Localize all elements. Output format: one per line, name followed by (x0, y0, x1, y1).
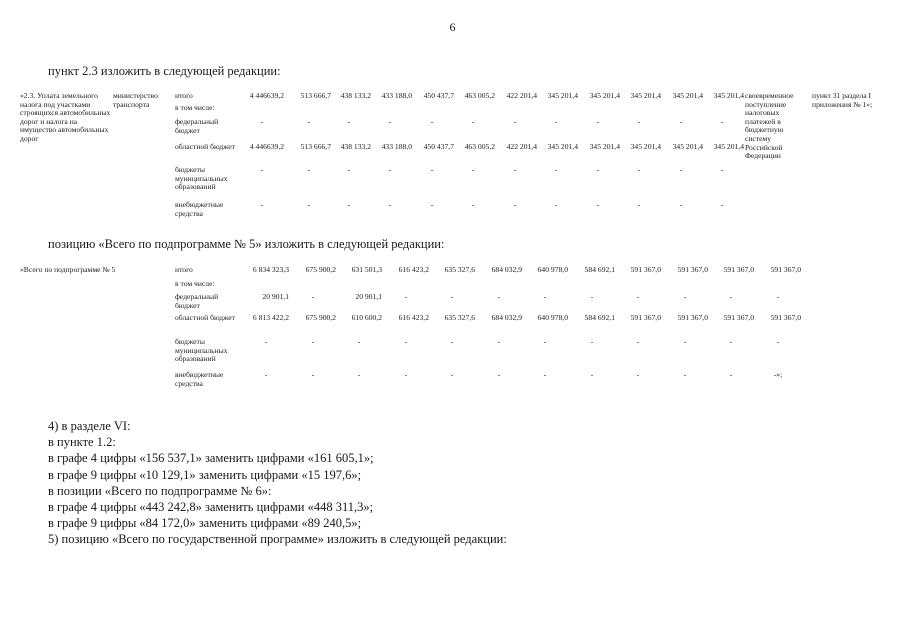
value-cell: 463 005,2 (464, 142, 495, 151)
value-cell: - (404, 370, 408, 379)
value-cell: - (683, 337, 687, 346)
value-cell: 591 367,0 (677, 265, 708, 274)
row-label: внебюджетные средства (175, 200, 224, 218)
value-cell: - (347, 117, 351, 126)
line: 5) позицию «Всего по государственной программе» изложить в следующей редакции: (48, 532, 507, 547)
value-cell: - (590, 370, 594, 379)
value-cell: - (720, 117, 724, 126)
value-cell: 345 201,4 (589, 142, 620, 151)
value-cell: 675 900,2 (305, 313, 336, 322)
line: в графе 9 цифры «84 172,0» заменить цифрами «89 240,5»; (48, 516, 362, 531)
value-cell: - (430, 200, 434, 209)
value-cell: 345 201,4 (547, 91, 578, 100)
value-cell: - (260, 117, 264, 126)
value-cell: 591 367,0 (677, 313, 708, 322)
value-cell: 450 437,7 (423, 142, 454, 151)
value-cell: - (596, 165, 600, 174)
value-cell: - (311, 370, 315, 379)
value-cell: - (430, 117, 434, 126)
value-cell: 6 834 323,3 (252, 265, 289, 274)
value-cell: 684 032,9 (491, 313, 522, 322)
value-cell: 4 446639,2 (249, 142, 284, 151)
value-cell: 345 201,4 (630, 91, 661, 100)
value-cell: 345 201,4 (713, 91, 744, 100)
value-cell: 422 201,4 (506, 91, 537, 100)
value-cell: 616 423,2 (398, 313, 429, 322)
value-cell: - (679, 165, 683, 174)
value-cell: - (636, 337, 640, 346)
value-cell: - (450, 292, 454, 301)
executor-cell: министерство транспорта (113, 91, 158, 109)
value-cell: - (590, 292, 594, 301)
value-cell: - (497, 292, 501, 301)
line: в пункте 1.2: (48, 435, 116, 450)
value-cell: - (729, 370, 733, 379)
value-cell: - (683, 370, 687, 379)
value-cell: - (679, 200, 683, 209)
value-cell: - (497, 370, 501, 379)
value-cell: - (260, 165, 264, 174)
value-cell: 584 692,1 (584, 265, 615, 274)
value-cell: - (543, 370, 547, 379)
row-label: внебюджетные средства (175, 370, 224, 388)
value-cell: - (307, 117, 311, 126)
value-cell: - (636, 292, 640, 301)
row-label: федеральный бюджет (175, 117, 219, 135)
value-cell: 345 201,4 (713, 142, 744, 151)
value-cell: 433 188,0 (381, 142, 412, 151)
value-cell: 684 032,9 (491, 265, 522, 274)
value-cell: - (513, 200, 517, 209)
value-cell: - (264, 337, 268, 346)
value-cell: - (596, 117, 600, 126)
value-cell: 4 446639,2 (249, 91, 284, 100)
value-cell: - (311, 292, 315, 301)
line: в графе 4 цифры «156 537,1» заменить цифрами «161 605,1»; (48, 451, 374, 466)
value-cell: 513 666,7 (300, 91, 331, 100)
value-cell: - (720, 200, 724, 209)
value-cell: - (683, 292, 687, 301)
value-cell: 610 600,2 (351, 313, 382, 322)
value-cell: - (720, 165, 724, 174)
value-cell: 438 133,2 (340, 142, 371, 151)
value-cell: - (260, 200, 264, 209)
value-cell: - (347, 200, 351, 209)
value-cell: - (471, 200, 475, 209)
value-cell: 591 367,0 (630, 313, 661, 322)
value-cell: 640 978,0 (537, 313, 568, 322)
value-cell: - (471, 165, 475, 174)
result-cell: своевременное поступление налоговых платежей в бюджетную систему Российской Федерации (745, 91, 794, 161)
line: в позиции «Всего по подпрограмме № 6»: (48, 483, 272, 498)
subprogram-name-cell: «Всего по подпрограмме № 5 (20, 265, 116, 274)
row-label: в том числе: (175, 279, 215, 288)
value-cell: 591 367,0 (770, 313, 801, 322)
value-cell: - (554, 117, 558, 126)
value-cell: - (471, 117, 475, 126)
value-cell: - (307, 165, 311, 174)
value-cell: 635 327,6 (444, 265, 475, 274)
value-cell: - (554, 200, 558, 209)
value-cell: - (590, 337, 594, 346)
value-cell: - (637, 165, 641, 174)
heading-item-2-3: пункт 2.3 изложить в следующей редакции: (48, 64, 281, 78)
value-cell: 584 692,1 (584, 313, 615, 322)
value-cell: - (776, 292, 780, 301)
row-label: итого (175, 91, 193, 100)
value-cell: - (637, 200, 641, 209)
value-cell: 640 978,0 (537, 265, 568, 274)
value-cell: 438 133,2 (340, 91, 371, 100)
value-cell: 616 423,2 (398, 265, 429, 274)
value-cell: - (637, 117, 641, 126)
value-cell: - (636, 370, 640, 379)
row-label: областной бюджет (175, 142, 235, 151)
value-cell: - (311, 337, 315, 346)
value-cell: - (679, 117, 683, 126)
value-cell: 433 188,0 (381, 91, 412, 100)
row-label: областной бюджет (175, 313, 235, 322)
value-cell: - (357, 370, 361, 379)
value-cell: - (729, 292, 733, 301)
value-cell: - (450, 337, 454, 346)
row-label: в том числе: (175, 103, 215, 112)
value-cell: - (388, 200, 392, 209)
heading-subprogram-5: позицию «Всего по подпрограмме № 5» изложить в следующей редакции: (48, 237, 445, 251)
value-cell: 463 005,2 (464, 91, 495, 100)
value-cell: 450 437,7 (423, 91, 454, 100)
row-label: бюджеты муниципальных образований (175, 165, 228, 192)
value-cell: 591 367,0 (630, 265, 661, 274)
row-label: итого (175, 265, 193, 274)
value-cell: 20 901,1 (355, 292, 382, 301)
activity-cell: «2.3. Уплата земельного налога под участками строящихся автомобильных дорог и налога на имущество автомобильных дорог (20, 91, 111, 143)
reference-cell: пункт 31 раздела I приложения № 1»; (812, 91, 873, 109)
value-cell: 345 201,4 (630, 142, 661, 151)
value-cell: - (513, 165, 517, 174)
value-cell: - (388, 165, 392, 174)
value-cell: 345 201,4 (589, 91, 620, 100)
value-cell: - (307, 200, 311, 209)
value-cell: 6 813 422,2 (252, 313, 289, 322)
value-cell: 591 367,0 (723, 313, 754, 322)
value-cell: - (729, 337, 733, 346)
value-cell: - (543, 337, 547, 346)
value-cell: - (513, 117, 517, 126)
value-cell: 345 201,4 (547, 142, 578, 151)
value-cell: - (264, 370, 268, 379)
value-cell: -»; (773, 370, 783, 379)
value-cell: - (404, 337, 408, 346)
value-cell: 513 666,7 (300, 142, 331, 151)
line: в графе 4 цифры «443 242,8» заменить цифрами «448 311,3»; (48, 500, 374, 515)
value-cell: - (388, 117, 392, 126)
value-cell: 20 901,1 (262, 292, 289, 301)
line: 4) в разделе VI: (48, 419, 131, 433)
section-6-text (48, 418, 507, 548)
value-cell: - (543, 292, 547, 301)
value-cell: 422 201,4 (506, 142, 537, 151)
value-cell: 345 201,4 (672, 91, 703, 100)
value-cell: - (554, 165, 558, 174)
value-cell: - (357, 337, 361, 346)
value-cell: 591 367,0 (723, 265, 754, 274)
value-cell: 631 501,3 (351, 265, 382, 274)
row-label: бюджеты муниципальных образований (175, 337, 228, 364)
line: в графе 9 цифры «10 129,1» заменить цифрами «15 197,6»; (48, 467, 362, 482)
value-cell: - (430, 165, 434, 174)
value-cell: 635 327,6 (444, 313, 475, 322)
page-number: 6 (449, 20, 456, 34)
value-cell: - (404, 292, 408, 301)
value-cell: 675 900,2 (305, 265, 336, 274)
value-cell: - (450, 370, 454, 379)
value-cell: - (497, 337, 501, 346)
row-label: федеральный бюджет (175, 292, 219, 310)
value-cell: - (776, 337, 780, 346)
value-cell: - (596, 200, 600, 209)
value-cell: 345 201,4 (672, 142, 703, 151)
value-cell: - (347, 165, 351, 174)
value-cell: 591 367,0 (770, 265, 801, 274)
